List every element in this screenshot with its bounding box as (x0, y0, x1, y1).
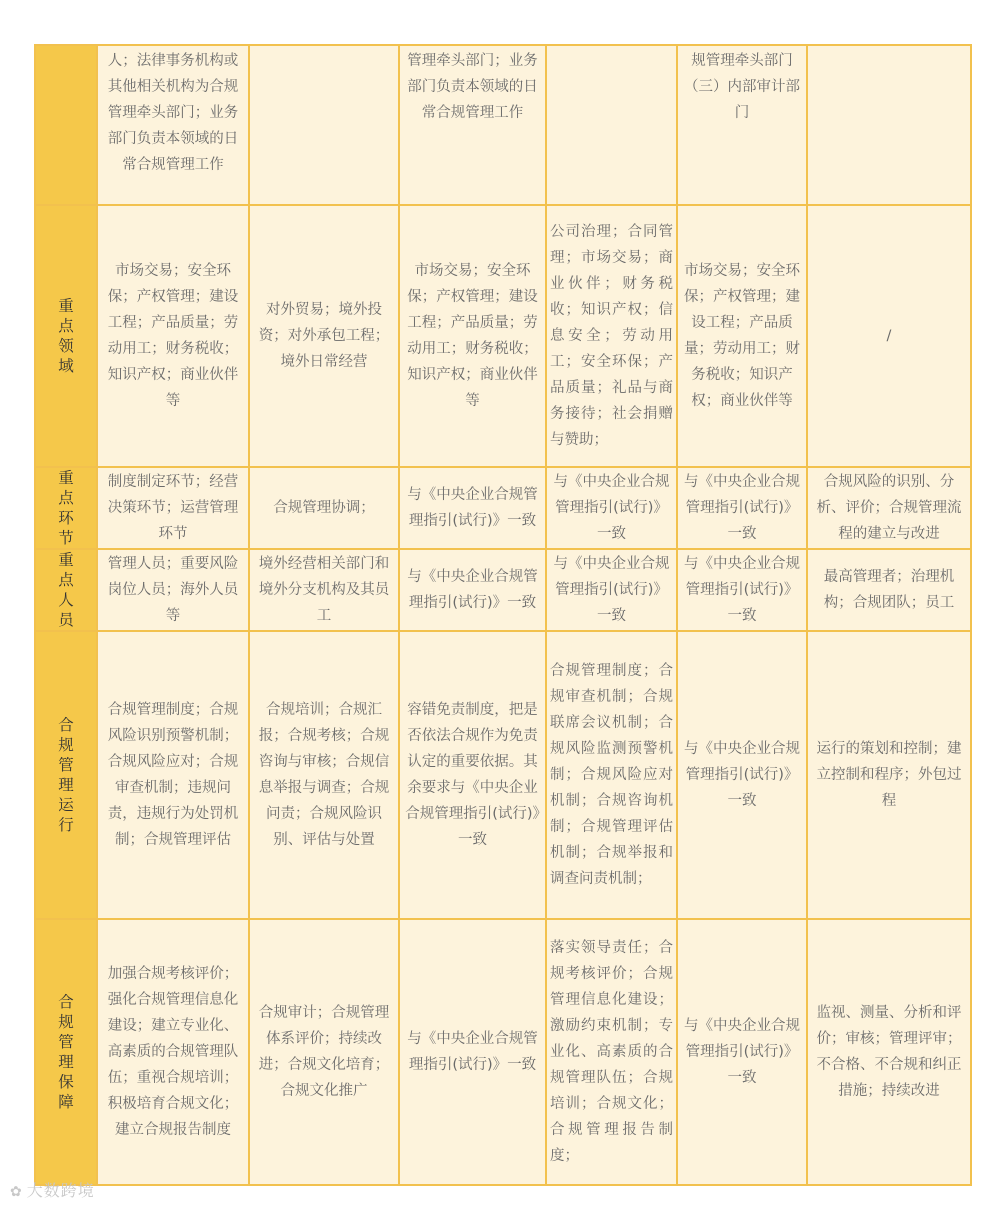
table-cell: 合规管理制度；合规风险识别预警机制；合规风险应对；合规审查机制；违规问责，违规行为处罚机制；合规管理评估 (97, 631, 249, 919)
table-row-key-links (35, 467, 971, 549)
watermark (10, 1178, 95, 1201)
table-cell: 合规管理制度；合规审查机制；合规联席会议机制；合规风险监测预警机制；合规风险应对机制；合规咨询机制；合规管理评估机制；合规举报和调查问责机制； (546, 631, 677, 919)
compliance-comparison-table (34, 44, 972, 1186)
table-cell: 管理人员；重要风险岗位人员；海外人员等 (97, 549, 249, 631)
table-cell: 与《中央企业合规管理指引(试行)》一致 (677, 467, 807, 549)
table-cell: 与《中央企业合规管理指引(试行)》一致 (399, 467, 546, 549)
table-cell: 对外贸易；境外投资；对外承包工程；境外日常经营 (249, 205, 399, 467)
table-cell: 合规风险的识别、分析、评价；合规管理流程的建立与改进 (807, 467, 971, 549)
table-cell: 合规审计；合规管理体系评价；持续改进；合规文化培育；合规文化推广 (249, 919, 399, 1185)
table-cell: 与《中央企业合规管理指引(试行)》一致 (677, 631, 807, 919)
table-cell: 运行的策划和控制；建立控制和程序；外包过程 (807, 631, 971, 919)
table-cell: 公司治理；合同管理；市场交易；商业伙伴；财务税收；知识产权；信息安全；劳动用工；安全环保；产品质量；礼品与商务接待；社会捐赠与赞助； (546, 205, 677, 467)
table-cell: 制度制定环节；经营决策环节；运营管理环节 (97, 467, 249, 549)
table-cell: 管理牵头部门；业务部门负责本领域的日常合规管理工作 (399, 45, 546, 205)
table-cell: 合规培训；合规汇报；合规考核；合规咨询与审核；合规信息举报与调查；合规问责；合规风险识别、评估与处置 (249, 631, 399, 919)
table-row-key-areas (35, 205, 971, 467)
table-cell: 落实领导责任；合规考核评价；合规管理信息化建设；激励约束机制；专业化、高素质的合规管理队伍；合规培训；合规文化；合规管理报告制度； (546, 919, 677, 1185)
table-cell: 与《中央企业合规管理指引(试行)》一致 (677, 549, 807, 631)
row-header: 重点人员 (35, 549, 97, 631)
table-cell: 与《中央企业合规管理指引(试行)》一致 (546, 467, 677, 549)
table-cell: / (807, 205, 971, 467)
table-cell: 与《中央企业合规管理指引(试行)》一致 (546, 549, 677, 631)
table-row-compliance-operation (35, 631, 971, 919)
table-cell (807, 45, 971, 205)
row-header: 重点领域 (35, 205, 97, 467)
table-row-compliance-guarantee (35, 919, 971, 1185)
table-cell: 规管理牵头部门（三）内部审计部门 (677, 45, 807, 205)
table-cell: 人；法律事务机构或其他相关机构为合规管理牵头部门；业务部门负责本领域的日常合规管理工作 (97, 45, 249, 205)
row-header: 重点环节 (35, 467, 97, 549)
table-cell (249, 45, 399, 205)
table-cell: 容错免责制度，把是否依法合规作为免责认定的重要依据。其余要求与《中央企业合规管理指引(试行)》一致 (399, 631, 546, 919)
table-cell: 监视、测量、分析和评价；审核；管理评审；不合格、不合规和纠正措施；持续改进 (807, 919, 971, 1185)
table-cell: 合规管理协调； (249, 467, 399, 549)
watermark-text: 大数跨境 (26, 1181, 95, 1200)
table-cell: 与《中央企业合规管理指引(试行)》一致 (399, 549, 546, 631)
table-row-responsible-dept (35, 45, 971, 205)
row-header (35, 45, 97, 205)
row-header: 合规管理运行 (35, 631, 97, 919)
row-header: 合规管理保障 (35, 919, 97, 1185)
table-cell (546, 45, 677, 205)
table-cell: 加强合规考核评价；强化合规管理信息化建设；建立专业化、高素质的合规管理队伍；重视合规培训；积极培育合规文化；建立合规报告制度 (97, 919, 249, 1185)
table-cell: 与《中央企业合规管理指引(试行)》一致 (399, 919, 546, 1185)
table-cell: 市场交易；安全环保；产权管理；建设工程；产品质量；劳动用工；财务税收；知识产权；商业伙伴等 (399, 205, 546, 467)
table-cell: 市场交易；安全环保；产权管理；建设工程；产品质量；劳动用工；财务税收；知识产权；商业伙伴等 (677, 205, 807, 467)
table-cell: 市场交易；安全环保；产权管理；建设工程；产品质量；劳动用工；财务税收；知识产权；商业伙伴等 (97, 205, 249, 467)
table-cell: 最高管理者；治理机构；合规团队；员工 (807, 549, 971, 631)
table-cell: 与《中央企业合规管理指引(试行)》一致 (677, 919, 807, 1185)
table-row-key-personnel (35, 549, 971, 631)
paw-logo-icon: ✿ (10, 1184, 23, 1200)
table-cell: 境外经营相关部门和境外分支机构及其员工 (249, 549, 399, 631)
